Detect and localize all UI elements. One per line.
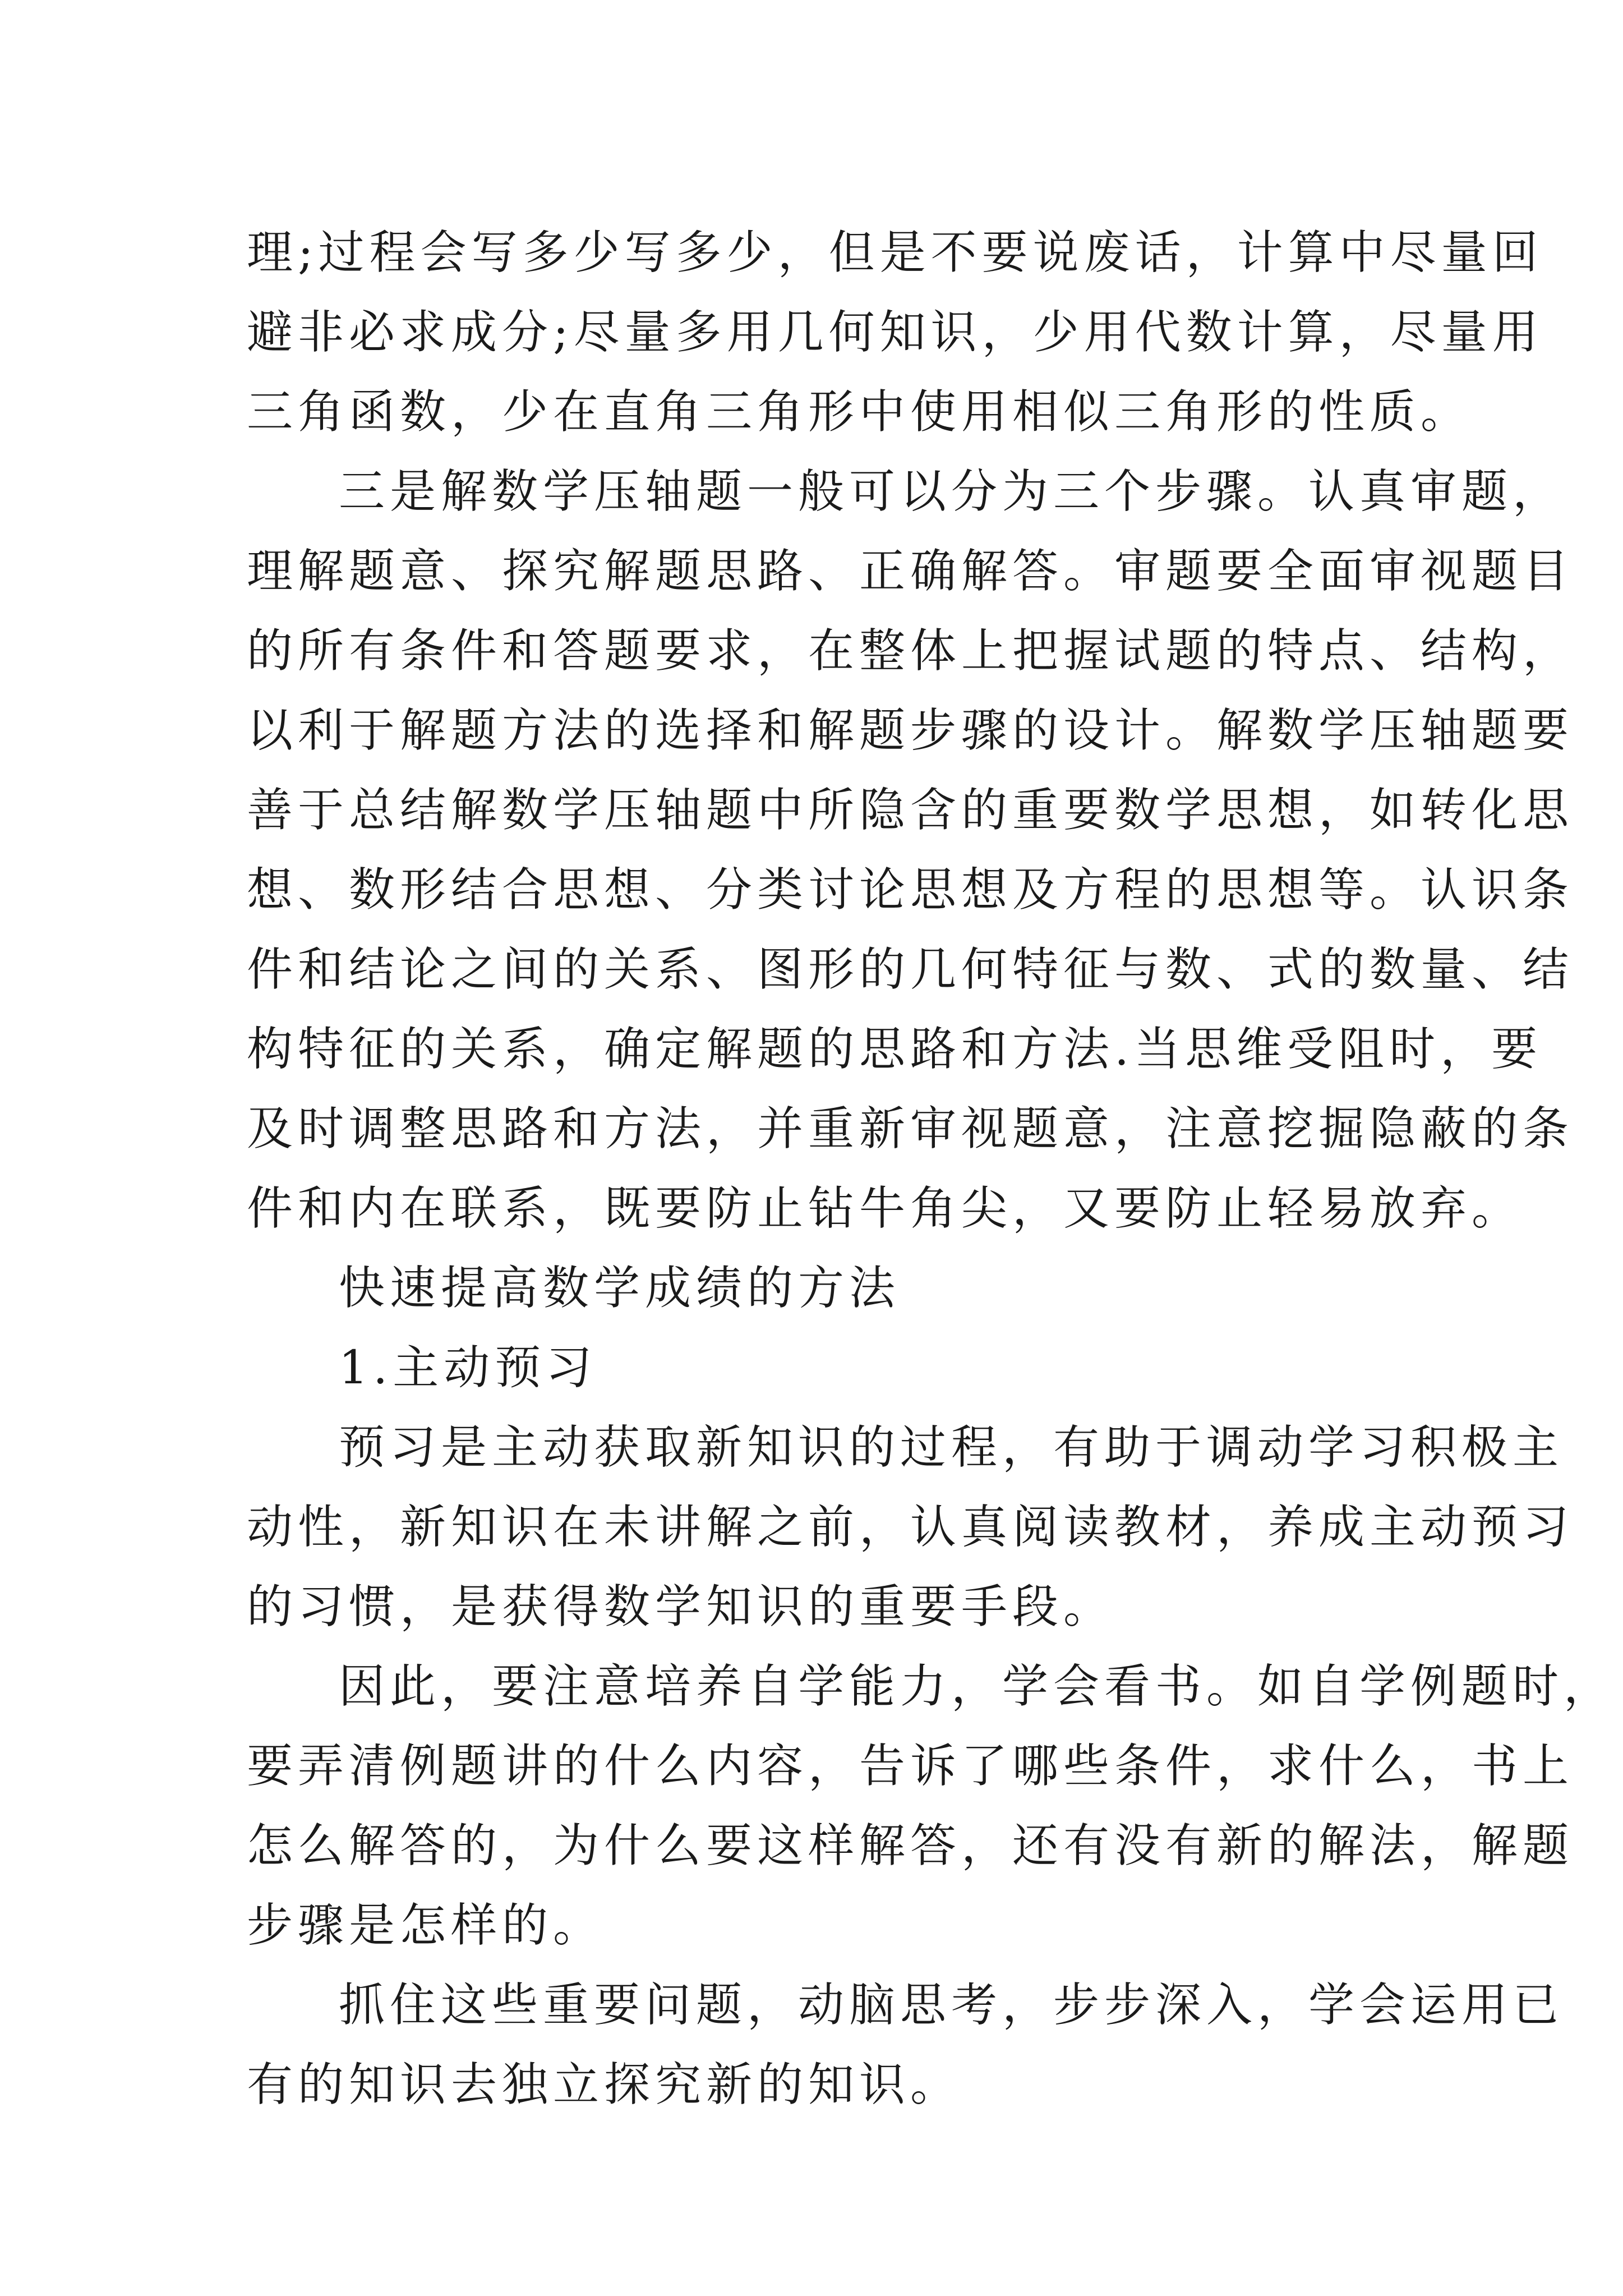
text-line: 善于总结解数学压轴题中所隐含的重要数学思想，如转化思 [247, 784, 1574, 837]
text-line: 件和结论之间的关系、图形的几何特征与数、式的数量、结 [247, 943, 1574, 996]
text-line: 步骤是怎样的。 [247, 1899, 605, 1952]
text-line: 因此，要注意培养自学能力，学会看书。如自学例题时， [339, 1660, 1615, 1713]
heading-text: 快速提高数学成绩的方法 [339, 1262, 901, 1315]
paragraph [247, 1647, 1615, 1966]
text-line: 件和内在联系，既要防止钻牛角尖，又要防止轻易放弃。 [247, 1182, 1523, 1235]
text-line: 抓住这些重要问题，动脑思考，步步深入，学会运用已 [339, 1978, 1564, 2032]
text-line: 三是解数学压轴题一般可以分为三个步骤。认真审题， [339, 465, 1564, 518]
text-line: 怎么解答的，为什么要这样解答，还有没有新的解法，解题 [247, 1819, 1574, 1872]
text-line: 要弄清例题讲的什么内容，告诉了哪些条件，求什么，书上 [247, 1740, 1574, 1793]
text-line: 有的知识去独立探究新的知识。 [247, 2058, 962, 2111]
text-line: 理;过程会写多少写多少，但是不要说废话，计算中尽量回 [247, 226, 1543, 279]
document-page [247, 213, 1615, 2125]
text-line: 预习是主动获取新知识的过程，有助于调动学习积极主 [339, 1421, 1564, 1474]
paragraph [247, 1966, 1564, 2125]
text-line: 的习惯，是获得数学知识的重要手段。 [247, 1580, 1115, 1634]
paragraph [247, 452, 1574, 1249]
text-line: 三角函数，少在直角三角形中使用相似三角形的性质。 [247, 385, 1472, 439]
paragraph [247, 213, 1543, 452]
text-line: 动性，新知识在未讲解之前，认真阅读教材，养成主动预习 [247, 1501, 1574, 1554]
text-line: 及时调整思路和方法，并重新审视题意，注意挖掘隐蔽的条 [247, 1102, 1574, 1156]
subheading-text: 1.主动预习 [339, 1341, 597, 1395]
paragraph [247, 1408, 1574, 1647]
text-line: 理解题意、探究解题思路、正确解答。审题要全面审视题目 [247, 545, 1574, 598]
section-heading [247, 1249, 1382, 1328]
text-line: 构特征的关系，确定解题的思路和方法.当思维受阻时，要 [247, 1023, 1543, 1076]
subsection-heading [247, 1328, 1382, 1408]
text-line: 想、数形结合思想、分类讨论思想及方程的思想等。认识条 [247, 863, 1574, 917]
text-line: 避非必求成分;尽量多用几何知识，少用代数计算，尽量用 [247, 306, 1543, 359]
text-line: 以利于解题方法的选择和解题步骤的设计。解数学压轴题要 [247, 704, 1574, 757]
text-line: 的所有条件和答题要求，在整体上把握试题的特点、结构， [247, 624, 1574, 678]
